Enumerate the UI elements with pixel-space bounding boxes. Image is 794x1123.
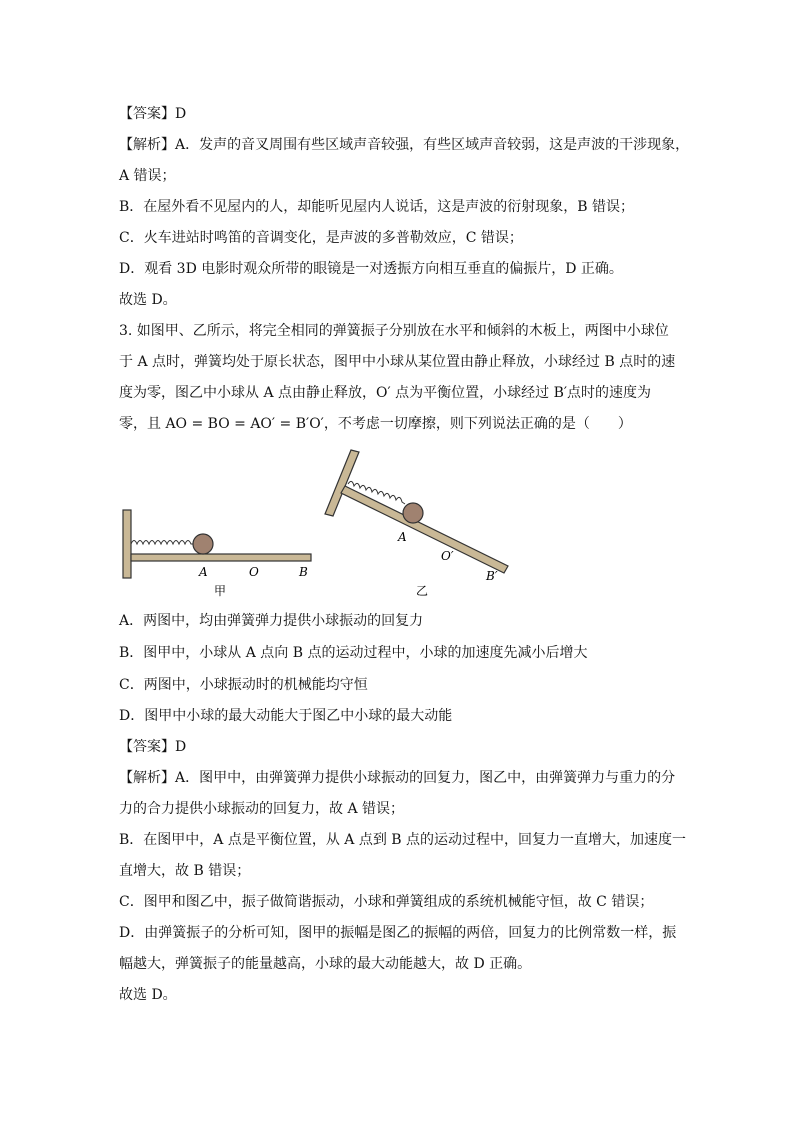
option-b: B．图甲中，小球从 A 点向 B 点的运动过程中，小球的加速度先减小后增大 <box>119 645 588 661</box>
analysis-line: 【解析】A．发声的音叉周围有些区域声音较强，有些区域声音较弱，这是声波的干涉现象， <box>119 137 690 153</box>
label-o-prime: O′ <box>441 549 454 563</box>
caption-jia: 甲 <box>214 584 227 598</box>
label-b-prime: B′ <box>486 569 498 583</box>
question-line: 3. 如图甲、乙所示，将完全相同的弹簧振子分别放在水平和倾斜的木板上，两图中小球位 <box>119 323 669 339</box>
explanation-line: 【解析】A．图甲中，由弹簧弹力提供小球振动的回复力，图乙中，由弹簧弹力与重力的分 <box>119 770 676 786</box>
spring-oscillator-figure <box>110 446 530 606</box>
figure-jia <box>123 510 311 598</box>
question-line: 度为零，图乙中小球从 A 点由静止释放，O′ 点为平衡位置，小球经过 B′点时的速度为 <box>119 385 652 401</box>
explanation-line: C．图甲和图乙中，振子做简谐振动，小球和弹簧组成的系统机械能守恒，故 C 错误； <box>119 894 654 910</box>
spring-icon <box>131 541 194 545</box>
label-a: A <box>398 530 407 544</box>
answer-line-prev: 【答案】D <box>119 106 187 122</box>
label-o: O <box>249 565 259 579</box>
question-line: 零，且 AO = BO = AO′ = B′O′，不考虑一切摩擦，则下列说法正确的是（ ） <box>119 416 632 432</box>
analysis-line: B．在屋外看不见屋内的人，却能听见屋内人说话，这是声波的衍射现象，B 错误； <box>119 199 635 215</box>
explanation-line: 幅越大，弹簧振子的能量越高，小球的最大动能越大，故 D 正确。 <box>119 956 532 972</box>
question-line: 于 A 点时，弹簧均处于原长状态，图甲中小球从某位置由静止释放，小球经过 B 点时的速 <box>119 354 676 370</box>
ball-icon <box>193 534 213 554</box>
explanation-line: 直增大，故 B 错误； <box>119 863 251 879</box>
option-d: D．图甲中小球的最大动能大于图乙中小球的最大动能 <box>119 708 453 724</box>
caption-yi: 乙 <box>416 584 429 598</box>
answer-line: 【答案】D <box>119 739 187 755</box>
ball-icon <box>403 503 423 523</box>
inclined-board <box>341 486 508 573</box>
figure-yi <box>325 450 508 598</box>
analysis-line: C．火车进站时鸣笛的音调变化，是声波的多普勒效应，C 错误； <box>119 230 523 246</box>
explanation-line: D．由弹簧振子的分析可知，图甲的振幅是图乙的振幅的两倍，回复力的比例常数一样，振 <box>119 925 677 941</box>
explanation-line: B．在图甲中，A 点是平衡位置，从 A 点到 B 点的运动过程中，回复力一直增大，加速度一 <box>119 832 687 848</box>
horizontal-board <box>131 554 311 561</box>
analysis-line: A 错误； <box>119 168 176 184</box>
option-c: C．两图中，小球振动时的机械能均守恒 <box>119 677 368 693</box>
option-a: A．两图中，均由弹簧弹力提供小球振动的回复力 <box>119 613 424 629</box>
label-b: B <box>299 565 308 579</box>
analysis-line: D．观看 3D 电影时观众所带的眼镜是一对透振方向相互垂直的偏振片，D 正确。 <box>119 261 623 277</box>
conclusion-line: 故选 D。 <box>119 292 177 308</box>
explanation-line: 力的合力提供小球振动的回复力，故 A 错误； <box>119 801 405 817</box>
vertical-wall <box>123 510 131 578</box>
label-a: A <box>199 565 208 579</box>
tilted-wall <box>325 450 359 516</box>
conclusion-line: 故选 D。 <box>119 987 177 1003</box>
